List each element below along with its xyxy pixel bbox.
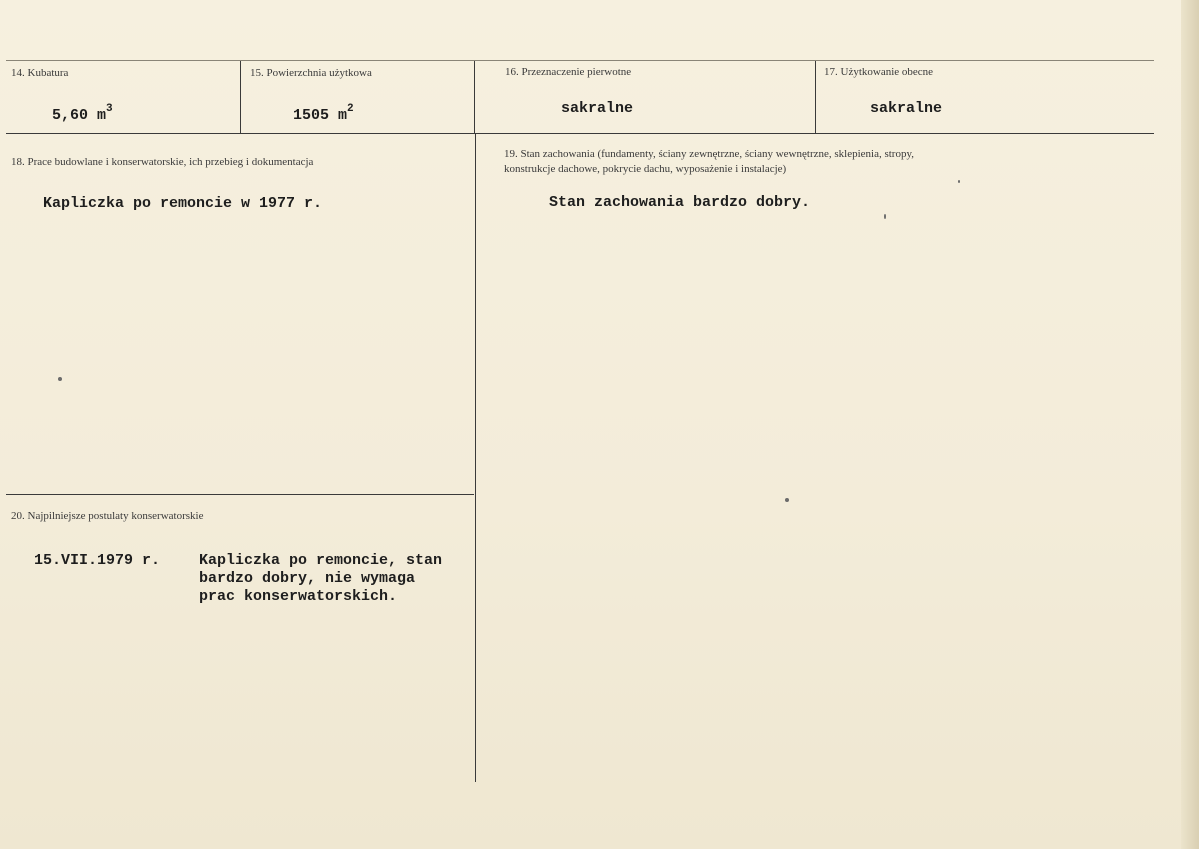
divider-15-16 — [474, 61, 475, 133]
paper-speck — [785, 498, 789, 502]
main-column-divider — [475, 134, 476, 782]
field-16-value: sakralne — [561, 100, 634, 117]
card-edge-shadow — [1181, 0, 1199, 849]
field-20-line-3: prac konserwatorskich. — [199, 588, 398, 605]
field-19-value: Stan zachowania bardzo dobry. — [549, 194, 811, 211]
field-14-number: 5,60 m — [52, 107, 107, 124]
field-19-label-line-1: 19. Stan zachowania (fundamenty, ściany zewnętrzne, ściany wewnętrzne, sklepienia, stropy, — [504, 148, 915, 160]
section-18-20-rule — [6, 494, 474, 495]
field-15-value — [293, 100, 354, 125]
paper-speck — [958, 180, 960, 183]
paper-speck — [58, 377, 62, 381]
field-20-label: 20. Najpilniejsze postulaty konserwatorskie — [11, 510, 204, 522]
top-row-top-rule — [6, 60, 1154, 61]
field-15-label: 15. Powierzchnia użytkowa — [250, 67, 372, 79]
field-14-exponent: 3 — [106, 103, 113, 115]
field-17-value: sakralne — [870, 100, 943, 117]
field-14-value — [52, 100, 113, 125]
field-17-label: 17. Użytkowanie obecne — [824, 66, 934, 78]
field-15-number: 1505 m — [293, 107, 348, 124]
field-16-label: 16. Przeznaczenie pierwotne — [505, 66, 632, 78]
field-14-label: 14. Kubatura — [11, 67, 69, 79]
field-18-value: Kapliczka po remoncie w 1977 r. — [43, 195, 323, 212]
field-18-label: 18. Prace budowlane i konserwatorskie, ich przebieg i dokumentacja — [11, 156, 314, 168]
divider-14-15 — [240, 61, 241, 133]
divider-16-17 — [815, 61, 816, 133]
field-20-date: 15.VII.1979 r. — [34, 552, 161, 569]
field-15-exponent: 2 — [347, 103, 354, 115]
field-19-label-line-2: konstrukcje dachowe, pokrycie dachu, wyposażenie i instalacje) — [504, 163, 787, 175]
paper-speck — [884, 214, 886, 219]
field-20-line-1: Kapliczka po remoncie, stan — [199, 552, 443, 569]
field-20-line-2: bardzo dobry, nie wymaga — [199, 570, 416, 587]
top-row-bottom-rule — [6, 133, 1154, 134]
